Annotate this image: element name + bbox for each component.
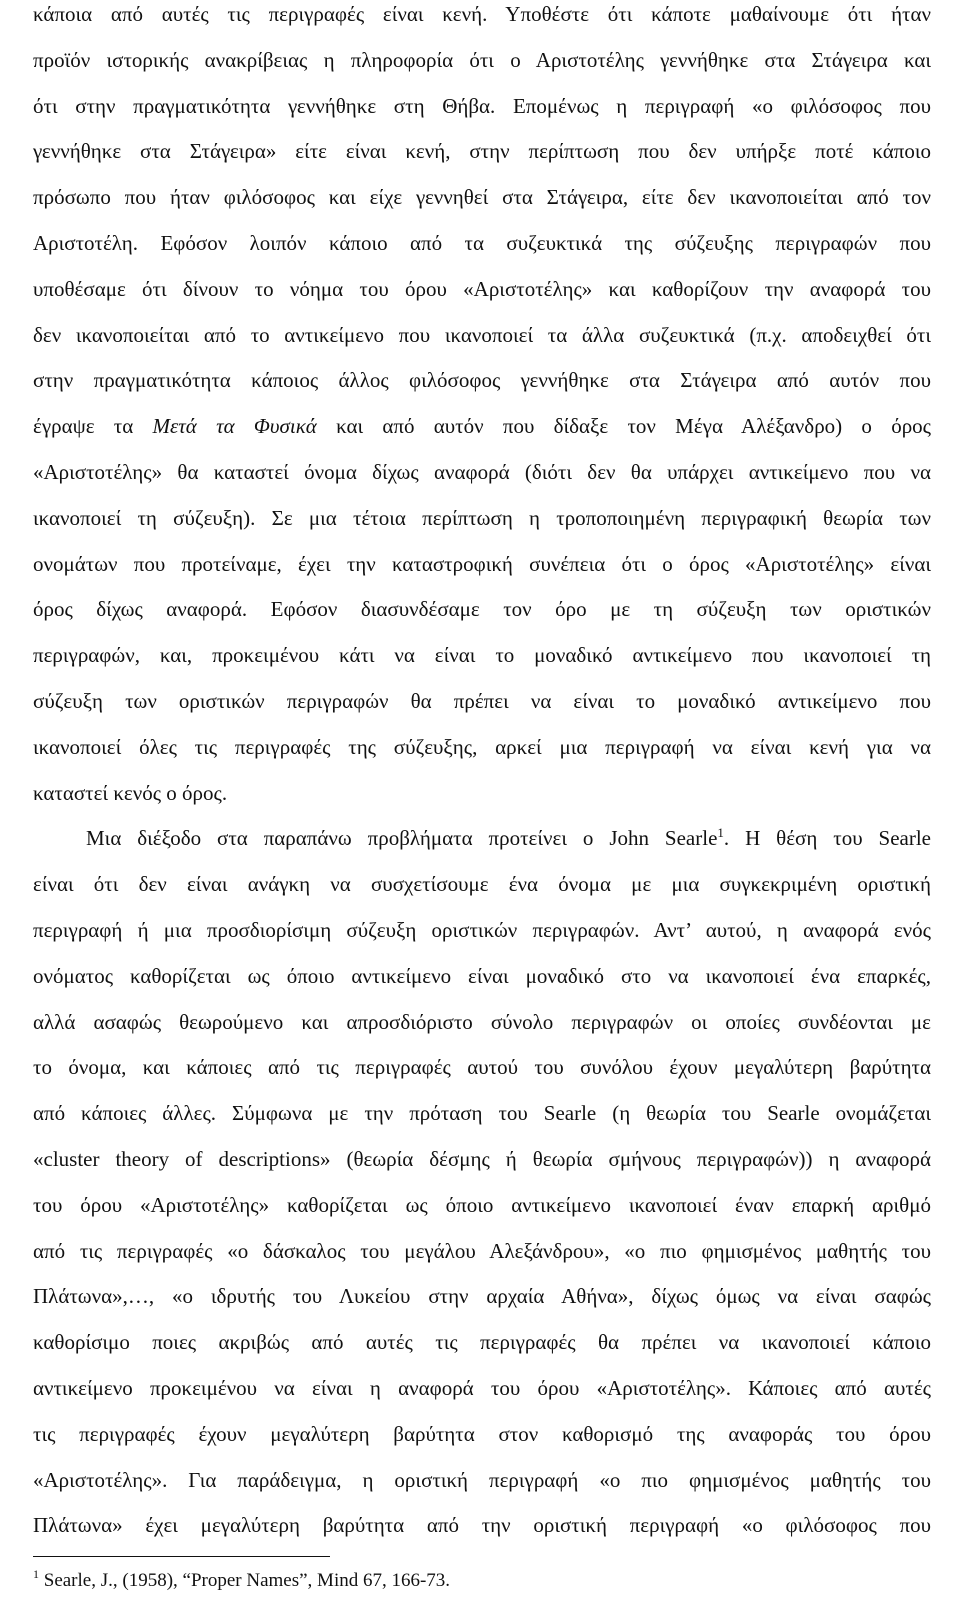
text-line: γεννήθηκε στα Στάγειρα» είτε είναι κενή, στην περίπτωση που δεν υπήρξε ποτέ κάποιο bbox=[33, 139, 931, 164]
text-line: πρόσωπο που ήταν φιλόσοφος και είχε γεννηθεί στα Στάγειρα, είτε δεν ικανοποιείται από τον bbox=[33, 185, 931, 210]
text-line: κάποια από αυτές τις περιγραφές είναι κενή. Υποθέστε ότι κάποτε μαθαίνουμε ότι ήταν bbox=[33, 2, 931, 26]
text-line: υποθέσαμε ότι δίνουν το νόημα του όρου «Αριστοτέλης» και καθορίζουν την αναφορά του bbox=[33, 276, 931, 301]
footnote-reference[interactable]: 1 bbox=[717, 825, 724, 841]
text-line: «Αριστοτέλης» θα καταστεί όνομα δίχως αναφορά (διότι δεν θα υπάρχει αντικείμενο που να bbox=[33, 460, 931, 484]
footnote-text: Searle, J., (1958), “Proper Names”, Mind 67, 166-73. bbox=[39, 1570, 451, 1591]
text-line: Πλάτωνα» έχει μεγαλύτερη βαρύτητα από την οριστική περιγραφή «ο φιλόσοφος που bbox=[33, 1513, 931, 1538]
text-line: σύζευξη των οριστικών περιγραφών θα πρέπει να είναι το μοναδικό αντικείμενο που bbox=[33, 689, 931, 713]
text-line: του όρου «Αριστοτέλης» καθορίζεται ως όποιο αντικείμενο ικανοποιεί έναν επαρκή αριθμό bbox=[33, 1192, 931, 1217]
text-segment: . Η θέση του Searle bbox=[723, 826, 931, 851]
footnote bbox=[33, 1568, 450, 1594]
text-line: δεν ικανοποιείται από το αντικείμενο που ικανοποιεί τα άλλα συζευκτικά (π.χ. αποδειχθεί ότι bbox=[33, 322, 931, 347]
text-line: καθορίσιμο ποιες ακριβώς από αυτές τις περιγραφές θα πρέπει να ικανοποιεί κάποιο bbox=[33, 1330, 931, 1355]
text-line: από τις περιγραφές «ο δάσκαλος του μεγάλου Αλεξάνδρου», «ο πιο φημισμένος μαθητής του bbox=[33, 1238, 931, 1263]
italic-title: Μετά τα Φυσικά bbox=[152, 414, 317, 439]
text-segment: και από αυτόν που δίδαξε τον Μέγα Αλέξανδρο) ο όρος bbox=[316, 414, 931, 439]
text-line: περιγραφή ή μια προσδιορίσιμη σύζευξη οριστικών περιγραφών. Αντ’ αυτού, η αναφορά ενός bbox=[33, 918, 931, 942]
text-line: από κάποιες άλλες. Σύμφωνα με την πρόταση του Searle (η θεωρία του Searle ονομάζεται bbox=[33, 1101, 931, 1126]
text-line: «cluster theory of descriptions» (θεωρία δέσμης ή θεωρία σμήνους περιγραφών)) η αναφορά bbox=[33, 1147, 931, 1171]
footnote-separator bbox=[33, 1556, 330, 1557]
footnote-marker: 1 bbox=[33, 1567, 39, 1581]
text-segment: Μια διέξοδο στα παραπάνω προβλήματα προτείνει ο John Searle bbox=[86, 826, 718, 851]
text-line: περιγραφών, και, προκειμένου κάτι να είναι το μοναδικό αντικείμενο που ικανοποιεί τη bbox=[33, 643, 931, 668]
text-line bbox=[33, 412, 931, 440]
text-segment: έγραψε τα bbox=[33, 414, 153, 439]
text-line: ικανοποιεί όλες τις περιγραφές της σύζευξης, αρκεί μια περιγραφή να είναι κενή για να bbox=[33, 734, 931, 759]
text-line: ονόματος καθορίζεται ως όποιο αντικείμενο είναι μοναδικό στο να ικανοποιεί ένα επαρκές, bbox=[33, 963, 931, 988]
text-line: προϊόν ιστορικής ανακρίβειας η πληροφορία ότι ο Αριστοτέλης γεννήθηκε στα Στάγειρα και bbox=[33, 47, 931, 72]
text-line: αλλά ασαφώς θεωρούμενο και απροσδιόριστο σύνολο περιγραφών οι οποίες συνδέονται με bbox=[33, 1009, 931, 1034]
text-line: Αριστοτέλη. Εφόσον λοιπόν κάποιο από τα συζευκτικά της σύζευξης περιγραφών που bbox=[33, 231, 931, 255]
text-line: ικανοποιεί τη σύζευξη). Σε μια τέτοια περίπτωση η τροποποιημένη περιγραφική θεωρία των bbox=[33, 505, 931, 530]
text-line: τις περιγραφές έχουν μεγαλύτερη βαρύτητα στον καθορισμό της αναφοράς του όρου bbox=[33, 1421, 931, 1446]
text-line: το όνομα, και κάποιες από τις περιγραφές αυτού του συνόλου έχουν μεγαλύτερη βαρύτητα bbox=[33, 1055, 931, 1080]
text-line: αντικείμενο προκειμένου να είναι η αναφορά του όρου «Αριστοτέλης». Κάποιες από αυτές bbox=[33, 1376, 931, 1400]
text-line: «Αριστοτέλης». Για παράδειγμα, η οριστική περιγραφή «ο πιο φημισμένος μαθητής του bbox=[33, 1467, 931, 1492]
text-line: ότι στην πραγματικότητα γεννήθηκε στη Θήβα. Επομένως η περιγραφή «ο φιλόσοφος που bbox=[33, 93, 931, 118]
text-line bbox=[86, 824, 931, 852]
text-line: καταστεί κενός ο όρος. bbox=[33, 780, 228, 805]
text-line: στην πραγματικότητα κάποιος άλλος φιλόσοφος γεννήθηκε στα Στάγειρα από αυτόν που bbox=[33, 368, 931, 393]
text-line: Πλάτωνα»,…, «ο ιδρυτής του Λυκείου στην αρχαία Αθήνα», δίχως όμως να είναι σαφώς bbox=[33, 1284, 931, 1309]
text-line: όρος δίχως αναφορά. Εφόσον διασυνδέσαμε τον όρο με τη σύζευξη των οριστικών bbox=[33, 597, 931, 622]
text-line: είναι ότι δεν είναι ανάγκη να συσχετίσουμε ένα όνομα με μια συγκεκριμένη οριστική bbox=[33, 872, 931, 897]
text-line: ονομάτων που προτείναμε, έχει την καταστροφική συνέπεια ότι ο όρος «Αριστοτέλης» είναι bbox=[33, 551, 931, 576]
